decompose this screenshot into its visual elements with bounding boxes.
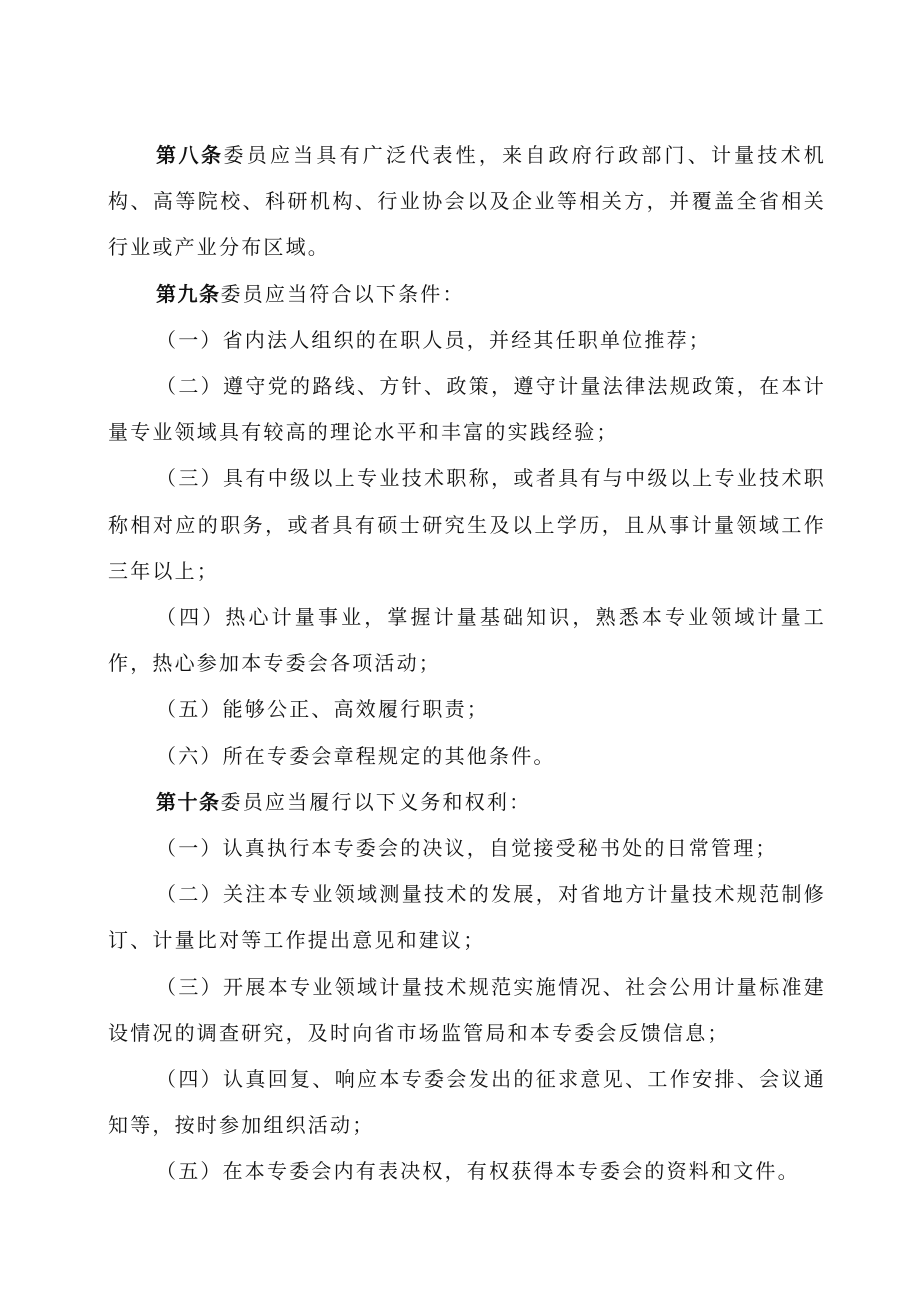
article-text: 委员应当符合以下条件： xyxy=(220,281,465,306)
document-page xyxy=(108,132,826,1195)
article-9-item-5: （五）能够公正、高效履行职责； xyxy=(156,697,489,722)
article-text: 委员应当具有广泛代表性，来自政府行政部门、计量技术机构、高等院校、科研机构、行业协会以及企业等相关方，并覆盖全省相关行业或产业分布区域。 xyxy=(108,143,827,260)
article-9-item-2: （二）遵守党的路线、方针、政策，遵守计量法律法规政策，在本计量专业领域具有较高的理论水平和丰富的实践经验； xyxy=(108,374,826,445)
article-10-item-3: （三）开展本专业领域计量技术规范实施情况、社会公用计量标准建设情况的调查研究，及时向省市场监管局和本专委会反馈信息； xyxy=(108,974,826,1045)
article-10-item-4: （四）认真回复、响应本专委会发出的征求意见、工作安排、会议通知等，按时参加组织活动； xyxy=(108,1067,826,1138)
article-title: 第十条 xyxy=(156,789,221,814)
article-9-item-1: （一）省内法人组织的在职人员，并经其任职单位推荐； xyxy=(156,327,711,352)
article-9 xyxy=(108,271,826,317)
article-10-item-2: （二）关注本专业领域测量技术的发展，对省地方计量技术规范制修订、计量比对等工作提出意见和建议； xyxy=(108,882,826,953)
article-10-item-1: （一）认真执行本专委会的决议，自觉接受秘书处的日常管理； xyxy=(156,836,778,861)
article-title: 第九条 xyxy=(156,281,221,306)
article-10-item-5: （五）在本专委会内有表决权，有权获得本专委会的资料和文件。 xyxy=(156,1159,800,1184)
article-9-item-4: （四）热心计量事业，掌握计量基础知识，熟悉本专业领域计量工作，热心参加本专委会各项活动； xyxy=(108,605,826,676)
article-8 xyxy=(108,132,826,271)
article-title: 第八条 xyxy=(156,143,224,167)
article-9-item-3: （三）具有中级以上专业技术职称，或者具有与中级以上专业技术职称相对应的职务，或者具有硕士研究生及以上学历，且从事计量领域工作三年以上； xyxy=(108,466,826,583)
article-10 xyxy=(108,779,826,825)
article-9-item-6: （六）所在专委会章程规定的其他条件。 xyxy=(156,743,556,768)
article-text: 委员应当履行以下义务和权利： xyxy=(220,789,532,814)
